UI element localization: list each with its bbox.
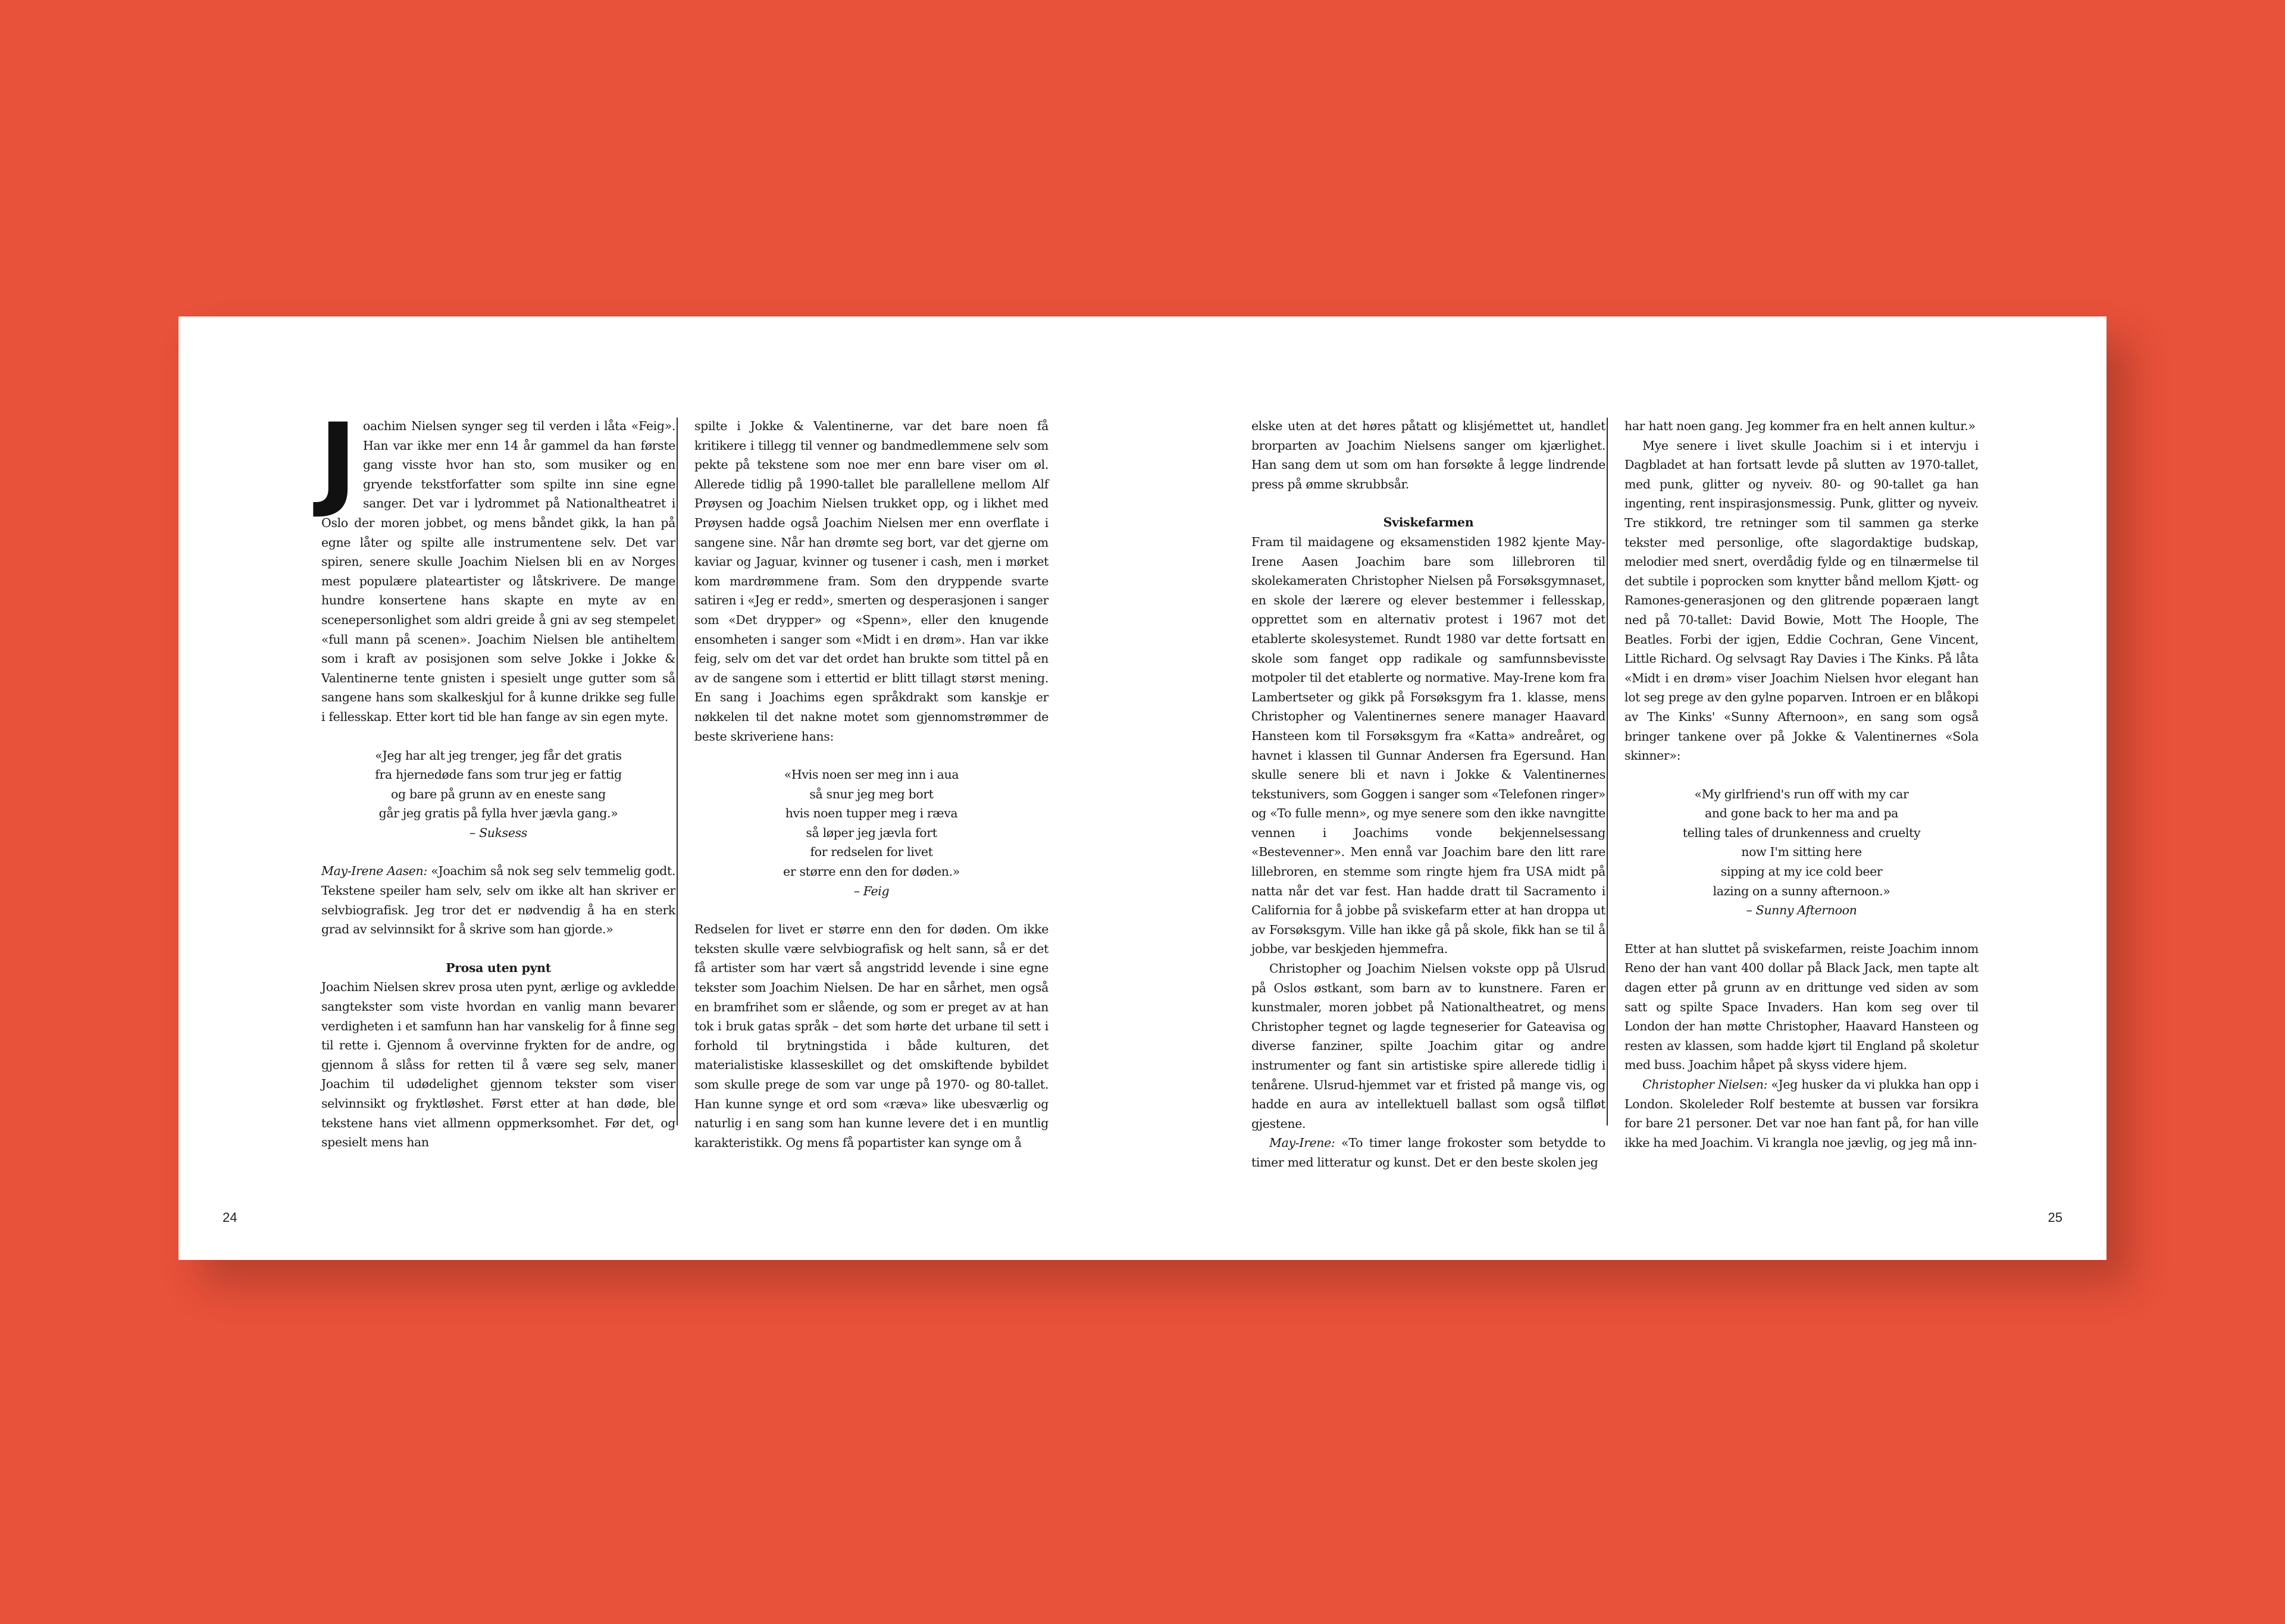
quote-speaker: Christopher Nielsen:	[1642, 1077, 1768, 1092]
body-paragraph: har hatt noen gang. Jeg kommer fra en helt annen kultur.»	[1624, 419, 1976, 433]
body-paragraph: Etter at han sluttet på sviskefarmen, reiste Joachim innom Reno der han vant 400 dollar på Black Jack, men tapte alt dagen etter på grunn av en drittunge ved siden av som satt og spilte Space Invaders. Han kom seg over til London der han møtte Christopher, Haavard Hansteen og resten av klassen, som hadde kjørt til England på skoletur med buss. Joachim håpet på skyss videre hjem.	[1624, 941, 1979, 1073]
body-paragraph: elske uten at det høres påtatt og klisjémettet ut, handlet brorparten av Joachim Nielsens sanger om kjærlighet. Han sang dem ut som om han forsøkte å legge lindrende press på ømme skrubbsår.	[1251, 419, 1605, 491]
page-number-right: 25	[2048, 1210, 2062, 1225]
lyric-line: lazing on a sunny afternoon.»	[1713, 883, 1890, 898]
lyric-line: fra hjernedøde fans som trur jeg er fattig	[375, 767, 622, 782]
text-column-4	[1624, 416, 1979, 1150]
section-heading: Sviskefarmen	[1383, 515, 1474, 530]
text-column-3	[1251, 416, 1605, 1170]
column-rule	[677, 418, 678, 1125]
body-paragraph: Mye senere i livet skulle Joachim si i et intervju i Dagbladet at han fortsatt levde på slutten av 1970-tallet, med punk, glitter og nyveiv. 80- og 90-tallet ga han ingenting, rent inspirasjonsmessig. Punk, glitter og nyveiv. Tre stikkord, tre retninger som til sammen ga sterke tekster med personlige, ofte slagordaktige budskap, melodier med snert, overdådig fylde og en tilnærmelse til det subtile i poprocken som knytter bånd mellom Kjøtt- og Ramones-generasjonen og den glitrende popæraen langt ned på 70-tallet: David Bowie, Mott The Hoople, The Beatles. Forbi der igjen, Eddie Cochran, Gene Vincent, Little Richard. Og selvsagt Ray Davies i The Kinks. På låta «Midt i en drøm» viser Joachim Nielsen hvor elegant han lot seg prege av den gylne poparven. Introen er en blåkopi av The Kinks' «Sunny Afternoon», en sang som også bringer tankene over på Jokke & Valentinernes «Sola skinner»:	[1624, 438, 1979, 763]
drop-cap: J	[319, 401, 353, 521]
lyric-line: now I'm sitting here	[1741, 845, 1862, 860]
quote-text: «Jeg husker da vi plukka han opp i London. Skoleleder Rolf bestemte at bussen var forsikra for bare 21 personer. Det var noe han fant på, for han ville ikke ha med Joachim. Vi krangla noe jævlig, og jeg må inn-	[1624, 1077, 1979, 1150]
text-column-2	[694, 416, 1048, 1150]
magazine-spread	[179, 316, 2106, 1260]
lyric-line: «Jeg har alt jeg trenger, jeg får det gratis	[375, 748, 622, 763]
lyric-quote	[694, 765, 1048, 901]
lyric-source: – Feig	[853, 883, 890, 898]
lyric-line: hvis noen tupper meg i ræva	[785, 806, 958, 821]
column-rule	[1607, 418, 1608, 1125]
lyric-line: «Hvis noen ser meg inn i aua	[784, 767, 959, 782]
lyric-line: så snur jeg meg bort	[809, 786, 934, 801]
lyric-line: and gone back to her ma and pa	[1705, 806, 1898, 821]
quote-text: «To timer lange frokoster som betydde to timer med litteratur og kunst. Det er den beste skolen jeg	[1251, 1136, 1605, 1170]
section-heading: Prosa uten pynt	[446, 960, 551, 975]
quote-text: «Joachim så nok seg selv temmelig godt. Tekstene speiler ham selv, selv om ikke alt han skriver er selvbiografisk. Jeg tror det er nødvendig å ha en sterk grad av selvinnsikt for å skrive som han gjorde.»	[321, 864, 675, 937]
lyric-line: telling tales of drunkenness and cruelty	[1682, 825, 1921, 840]
body-paragraph: Joachim Nielsen skrev prosa uten pynt, ærlige og avkledde sangtekster som viste hvordan en vanlig mann bevarer verdigheten i et samfunn han har vanskelig for å finne seg til rette i. Gjennom å overvinne frykten for de andre, og gjennom å slåss for retten til å være seg selv, maner Joachim til udødelighet gjennom tekster som viser selvinnsikt og fryktløshet. Først etter at han døde, ble tekstene hans viet allmenn oppmerksomhet. Før det, og spesielt mens han	[321, 980, 675, 1150]
body-paragraph: spilte i Jokke & Valentinerne, var det bare noen få kritikere i tillegg til venner og bandmedlemmene selv som pekte på tekstene som noe mer enn bare viser om øl. Allerede tidlig på 1990-tallet ble parallellene mellom Alf Prøysen og Joachim Nielsen trukket opp, og i likhet med Prøysen hadde også Joachim Nielsen mer enn overflate i sangene sine. Når han drømte seg bort, var det gjerne om kaviar og Jaguar, kvinner og tusener i cash, men i mørket kom mardrømmene fram. Som den dryppende svarte satiren i «Jeg er redd», smerten og desperasjonen i sanger som «Det drypper» og «Spenn», eller den knugende ensomheten i sanger som «Midt i en drøm». Han var ikke feig, selv om det var det ordet han brukte som tittel på en av de sangene som i ettertid er blitt tillagt størst mening. En sang i Joachims egen språkdrakt som kanskje er nøkkelen til det nakne motet som gjennomstrømmer de beste skriveriene hans:	[694, 419, 1048, 744]
lyric-line: og bare på grunn av en eneste sang	[391, 786, 606, 801]
body-paragraph: Redselen for livet er større enn den for døden. Om ikke teksten skulle være selvbiografisk og helt sann, så er det få artister som har vært så angstridd levende i sine egne tekster som Joachim Nielsen. De har en sårhet, men også en bramfrihet som er slående, og som er preget av at han tok i bruk gatas språk – det som hørte det urbane til sett i forhold til brytningstida i både kulturen, det materialistiske klasseskillet og det omskiftende bybildet som skulle prege de som var unge på 1970- og 80-tallet. Han kunne synge et ord som «ræva» like ubesværlig og naturlig i en sang som han kunne levere det i en muntlig karakteristikk. Og mens få popartister kan synge om å	[694, 922, 1048, 1150]
text-column-1	[319, 401, 675, 1150]
lyric-line: sipping at my ice cold beer	[1720, 864, 1883, 879]
lyric-line: går jeg gratis på fylla hver jævla gang.»	[378, 806, 618, 821]
lyric-line: «My girlfriend's run off with my car	[1694, 786, 1909, 801]
lyric-line: er større enn den for døden.»	[783, 864, 960, 879]
intro-paragraph: oachim Nielsen synger seg til verden i låta «Feig». Han var ikke mer enn 14 år gammel da han første gang visste hvor han sto, som musiker og en gryende tekstforfatter som spilte inn sine egne sanger. Det var i lydrommet på Nationaltheatret i Oslo der moren jobbet, og mens båndet gikk, la han på egne låter og spilte alle instrumentene selv. Det var spiren, senere skulle Joachim Nielsen bli en av Norges mest populære plateartister og låtskrivere. De mange hundre konsertene hans skapte en myte av en scenepersonlighet som aldri greide å gni av seg stempelet «full mann på scenen». Joachim Nielsen ble antiheltem som i kraft av posisjonen som selve Jokke i Jokke & Valentinerne tente gnisten i spesielt unge gutter som så sangene hans som skalkeskjul for å kunne drikke seg fulle i fellesskap. Etter kort tid ble han fange av sin egen myte.	[321, 419, 675, 724]
lyric-line: så løper jeg jævla fort	[806, 825, 937, 840]
quote-speaker: May-Irene:	[1269, 1136, 1335, 1150]
lyric-quote	[1624, 785, 1979, 920]
body-paragraph: Fram til maidagene og eksamenstiden 1982 kjente May-Irene Aasen Joachim bare som lillebroren til skolekameraten Christopher Nielsen på Forsøksgymnaset, en skole der lærere og elever bestemmer i fellesskap, opprettet som en alternativ protest i 1967 mot det etablerte skolesystemet. Rundt 1980 var dette fortsatt en skole som fanget opp radikale og samfunnsbevisste motpoler til det etablerte og normative. May-Irene kom fra Lambertseter og gikk på Forsøksgym fra 1. klasse, mens Christopher og Valentinernes senere manager Haavard Hansteen kom til Forsøksgym fra «Katta» andreåret, og havnet i klassen til Gunnar Andersen fra Egersund. Han skulle senere bli et navn i Jokke & Valentinernes tekstunivers, som Goggen i sanger som «Telefonen ringer» og «To fulle menn», og mye senere som den ikke navngitte vennen i Joachims vonde bekjennelsessang «Bestevenner». Men ennå var Joachim bare den litt rare lillebroren, en stemme som ringte hjem fra USA midt på natta når det var fest. Han hadde dratt til Sacramento i California for å jobbe på sviskefarm etter at han droppa ut av Forsøksgym. Ville han ikke gå på skole, fikk han se til å jobbe, var beskjeden hjemmefra.	[1251, 534, 1605, 957]
lyric-source: – Suksess	[469, 825, 527, 840]
body-paragraph: Christopher og Joachim Nielsen vokste opp på Ulsrud på Oslos østkant, som barn av to kunstnere. Faren er kunstmaler, moren jobbet på Nationaltheatret, og mens Christopher tegnet og lagde tegneserier for Gateavisa og diverse fanziner, spilte Joachim gitar og andre instrumenter og fant sin artistiske spire allerede tidlig i tenårene. Ulsrud-hjemmet var et fristed på mange vis, og hadde en aura av intellektuell ballast som også tilfløt gjestene.	[1251, 961, 1605, 1131]
lyric-quote	[321, 746, 675, 843]
lyric-line: for redselen for livet	[810, 845, 933, 860]
quote-speaker: May-Irene Aasen:	[321, 864, 427, 879]
page-number-left: 24	[223, 1210, 237, 1225]
lyric-source: – Sunny Afternoon	[1746, 903, 1857, 918]
